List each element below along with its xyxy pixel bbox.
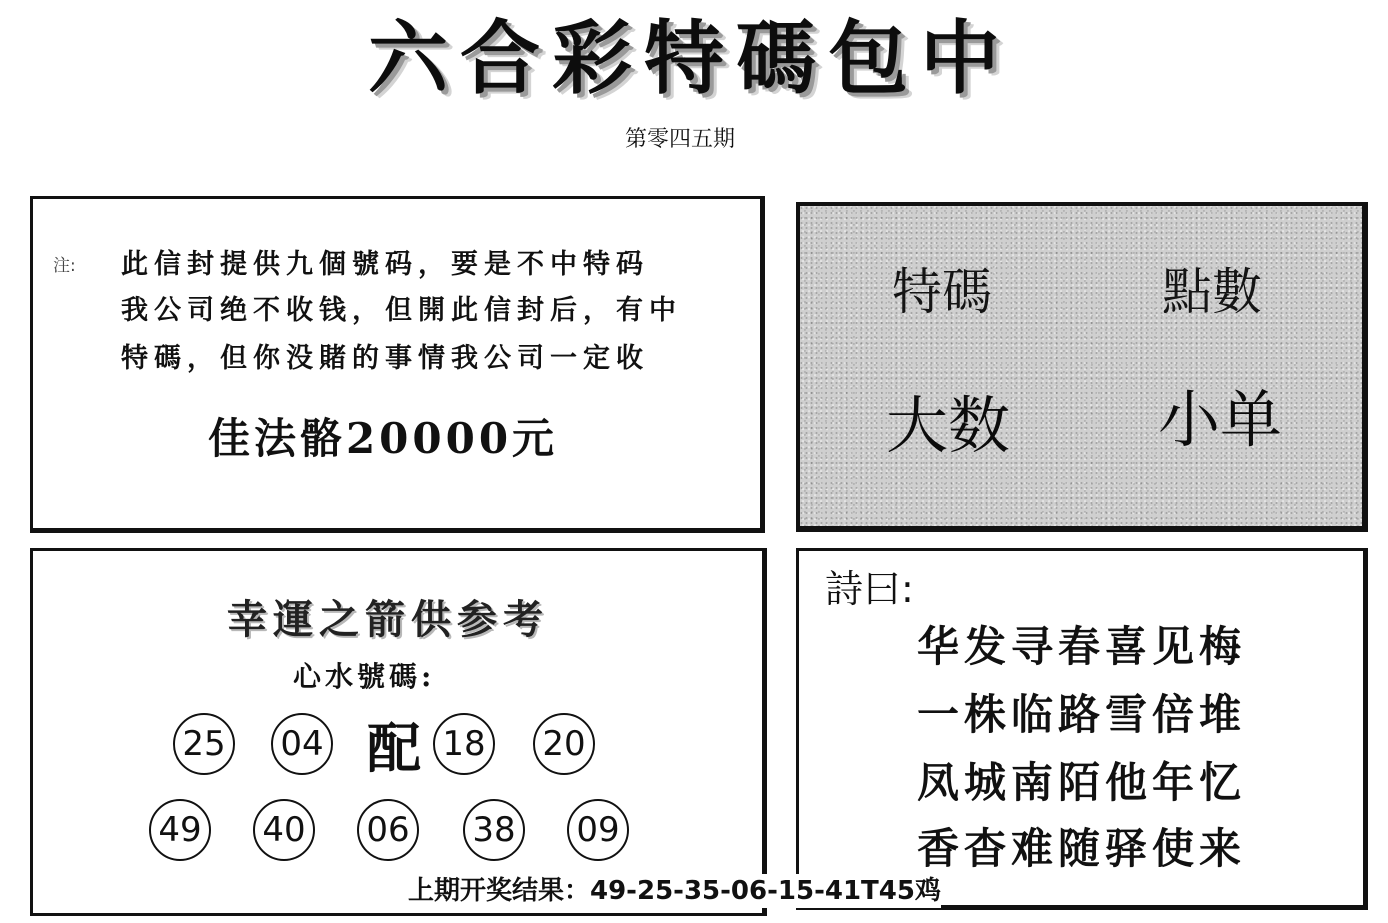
number-ball: 06: [357, 799, 419, 861]
special-code-panel: [796, 202, 1368, 532]
poem-line: 香杳难随驿使来: [917, 824, 1247, 873]
lucky-numbers-panel: [30, 548, 767, 916]
poem-title: 詩曰:: [825, 567, 914, 611]
number-ball: 49: [149, 799, 211, 861]
fine-amount: 佳法骼20000元: [207, 414, 559, 463]
number-ball: 18: [433, 713, 495, 775]
notice-line: 我公司绝不收钱，但開此信封后，有中: [121, 295, 682, 326]
number-ball: 40: [253, 799, 315, 861]
number-ball: 25: [173, 713, 235, 775]
poem-line: 凤城南陌他年忆: [917, 758, 1247, 807]
number-ball: 09: [567, 799, 629, 861]
page-title: 六合彩特碼包中: [368, 11, 1012, 105]
poem-line: 一株临路雪倍堆: [917, 690, 1247, 739]
special-code-value: 大数: [886, 389, 1011, 462]
poem-panel: [796, 548, 1368, 910]
lucky-subtitle: 心水號碼:: [293, 660, 436, 693]
notice-mark: 注:: [53, 256, 76, 276]
number-ball: 04: [271, 713, 333, 775]
number-ball: 20: [533, 713, 595, 775]
notice-line: 此信封提供九個號码，要是不中特码: [121, 249, 649, 280]
points-label: 點數: [1162, 263, 1262, 321]
notice-line: 特碼，但你没賭的事情我公司一定收: [121, 343, 649, 374]
poem-line: 华发寻春喜见梅: [917, 622, 1247, 671]
pair-character: 配: [367, 716, 421, 780]
notice-panel: [30, 196, 765, 533]
lucky-title: 幸運之箭供参考: [227, 596, 549, 643]
special-code-label: 特碼: [892, 263, 992, 321]
number-ball: 38: [463, 799, 525, 861]
last-draw-result: 上期开奖结果：49-25-35-06-15-41T45鸡: [408, 876, 941, 906]
issue-number: 第零四五期: [624, 127, 735, 152]
points-value: 小单: [1158, 383, 1283, 456]
